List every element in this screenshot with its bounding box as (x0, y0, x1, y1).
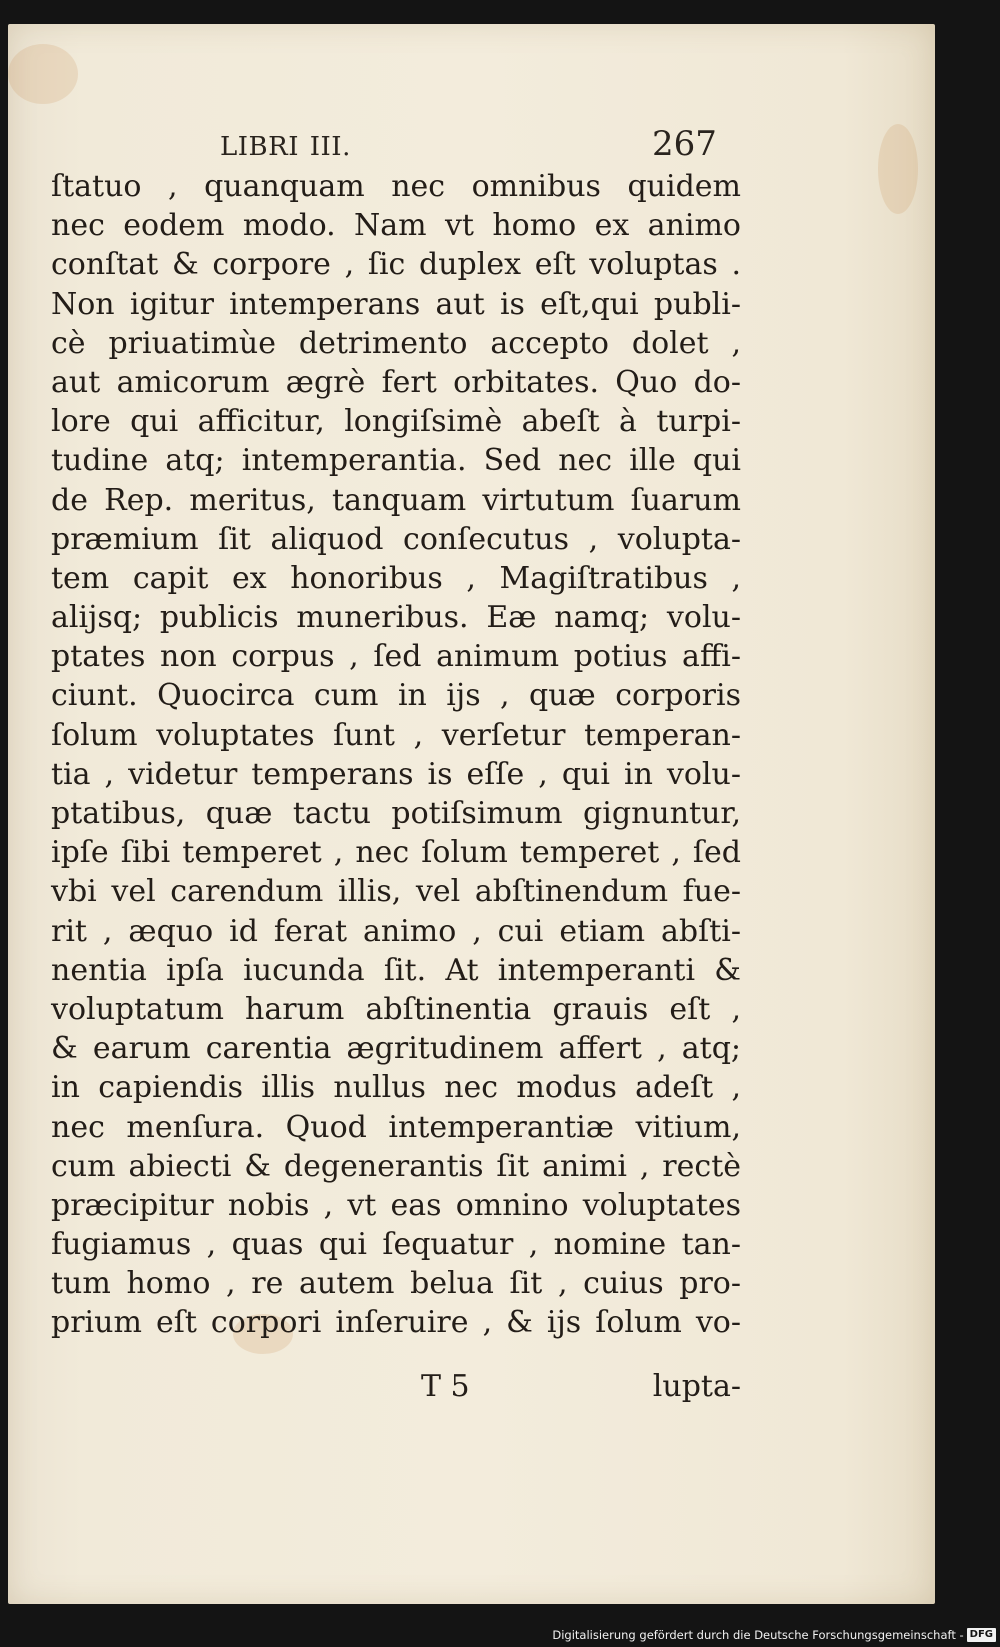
text-line: tum homo , re autem belua ſit , cuius pro- (51, 1266, 741, 1302)
text-line: vbi vel carendum illis, vel abſtinendum fue- (51, 874, 741, 910)
text-line: ptatibus, quæ tactu potiſsimum gignuntur, (51, 796, 741, 831)
catchword: lupta- (652, 1369, 741, 1404)
text-line: rit , æquo id ferat animo , cui etiam abſti- (51, 913, 741, 949)
text-line: conſtat & corpore , ſic duplex eſt voluptas . (51, 247, 741, 283)
text-line: ſtatuo , quanquam nec omnibus quidem (51, 169, 741, 204)
text-line: ptates non corpus , ſed animum potius affi- (51, 639, 741, 675)
text-line: nec eodem modo. Nam vt homo ex animo (51, 208, 741, 244)
text-line: Non igitur intemperans aut is eſt,qui publi- (51, 286, 741, 322)
text-line: nentia ipſa iucunda ſit. At intemperanti & (51, 952, 741, 988)
text-line: ciunt. Quocirca cum in ijs , quæ corporis (51, 678, 741, 714)
text-line: in capiendis illis nullus nec modus adeſt , (51, 1070, 741, 1106)
text-line: alijsq; publicis muneribus. Eæ namq; volu- (51, 600, 741, 636)
text-line: & earum carentia ægritudinem affert , atq; (51, 1031, 741, 1067)
text-line: ſolum voluptates ſunt , verſetur temperan- (51, 717, 741, 753)
page-number: 267 (652, 124, 717, 164)
text-line: cè priuatimùe detrimento accepto dolet , (51, 325, 741, 361)
digitization-credit (552, 1626, 996, 1644)
text-line: voluptatum harum abſtinentia grauis eſt , (51, 991, 741, 1027)
text-line: fugiamus , quas qui ſequatur , nomine tan- (51, 1227, 741, 1263)
text-line: tudine atq; intemperantia. Sed nec ille qui (51, 443, 741, 479)
text-line: cum abiecti & degenerantis ſit animi , rectè (51, 1148, 741, 1184)
text-line: lore qui afficitur, longiſsimè abeſt à turpi- (51, 404, 741, 440)
paper-stain (878, 124, 918, 214)
text-line: aut amicorum ægrè fert orbitates. Quo do- (51, 364, 741, 400)
running-head (8, 120, 743, 170)
paper-stain (8, 44, 78, 104)
text-line: præmium ſit aliquod conſecutus , volupta- (51, 521, 741, 557)
text-line: tia , videtur temperans is eſſe , qui in volu- (51, 756, 741, 792)
body-text (51, 167, 741, 1343)
text-line: de Rep. meritus, tanquam virtutum ſuarum (51, 482, 741, 518)
book-page (8, 24, 935, 1604)
signature-mark: T 5 (421, 1369, 470, 1404)
running-head-title: LIBRI III. (220, 132, 351, 162)
text-line: præcipitur nobis , vt eas omnino voluptates (51, 1187, 741, 1223)
text-line: nec menſura. Quod intemperantiæ vitium, (51, 1109, 741, 1145)
credit-text: Digitalisierung gefördert durch die Deutsche Forschungsgemeinschaft - (552, 1628, 964, 1642)
text-line: prium eſt corpori inſeruire , & ijs ſolum vo- (51, 1305, 741, 1341)
dfg-logo: DFG (967, 1628, 996, 1642)
text-line: tem capit ex honoribus , Magiſtratibus , (51, 560, 741, 596)
text-line: ipſe ſibi temperet , nec ſolum temperet , ſed (51, 835, 741, 871)
signature-line (51, 1369, 741, 1409)
